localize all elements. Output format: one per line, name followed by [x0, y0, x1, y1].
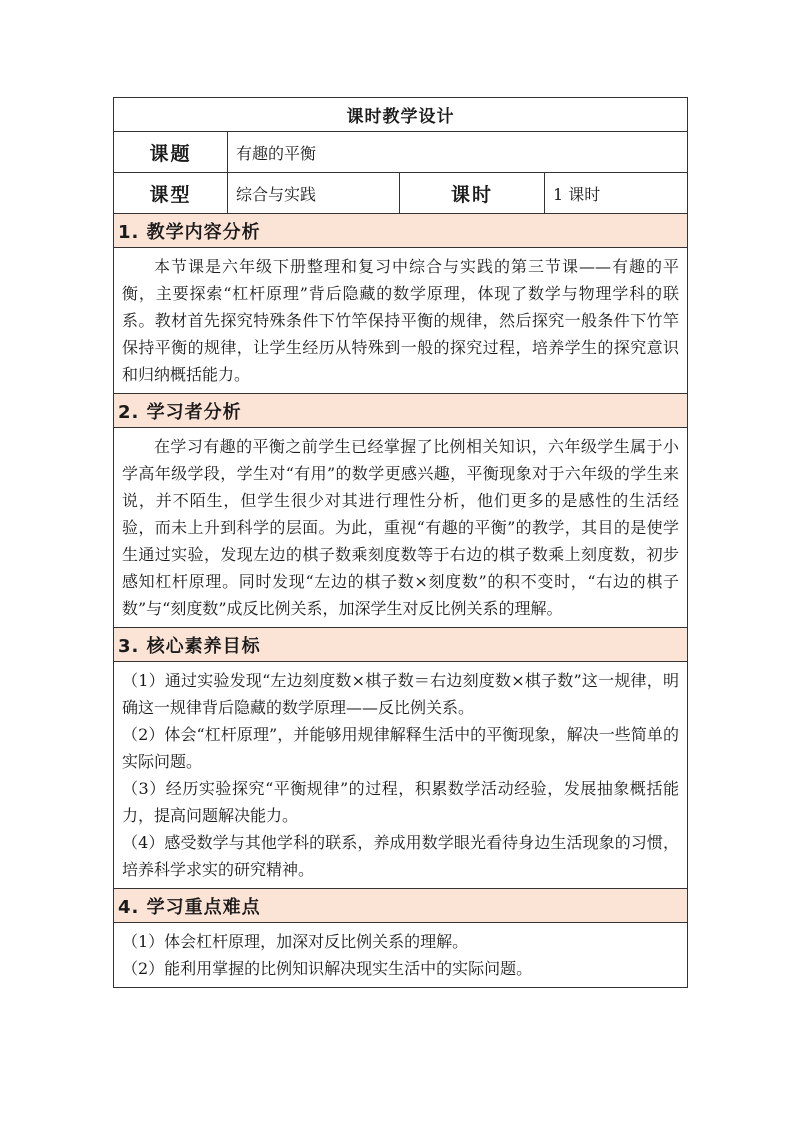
type-label: 课型 — [114, 173, 228, 214]
key-points-heading-row — [114, 889, 688, 923]
core-goals-heading-row — [114, 628, 688, 662]
lesson-design-table — [113, 97, 688, 988]
key-point-item: （2）能利用掌握的比例知识解决现实生活中的实际问题。 — [122, 959, 533, 978]
topic-value: 有趣的平衡 — [228, 132, 688, 173]
key-points-body-row — [114, 923, 688, 988]
topic-label: 课题 — [114, 132, 228, 173]
type-value: 综合与实践 — [228, 173, 400, 214]
content-analysis-body-row — [114, 248, 688, 394]
content-analysis-text: 本节课是六年级下册整理和复习中综合与实践的第三节课——有趣的平衡，主要探索“杠杆原理”背后隐藏的数学原理，体现了数学与物理学科的联系。教材首先探究特殊条件下竹竿保持平衡的规律，然后探究一般条件下竹竿保持平衡的规律，让学生经历从特殊到一般的探究过程，培养学生的探究意识和归纳概括能力。 — [122, 257, 679, 384]
learner-analysis-heading: 2. 学习者分析 — [114, 394, 688, 428]
content-analysis-body — [114, 248, 688, 394]
document-title: 课时教学设计 — [114, 98, 688, 132]
learner-analysis-body-row — [114, 428, 688, 628]
learner-analysis-body — [114, 428, 688, 628]
hours-label: 课时 — [400, 173, 545, 214]
key-points-body — [114, 923, 688, 988]
title-row — [114, 98, 688, 132]
content-analysis-heading-row — [114, 214, 688, 248]
key-points-heading: 4. 学习重点难点 — [114, 889, 688, 923]
core-goals-body — [114, 662, 688, 889]
core-goal-item: （4）感受数学与其他学科的联系，养成用数学眼光看待身边生活现象的习惯，培养科学求实的研究精神。 — [122, 833, 679, 879]
core-goal-item: （1）通过实验发现“左边刻度数×棋子数＝右边刻度数×棋子数”这一规律，明确这一规律背后隐藏的数学原理——反比例关系。 — [122, 671, 679, 717]
content-analysis-heading: 1. 教学内容分析 — [114, 214, 688, 248]
learner-analysis-heading-row — [114, 394, 688, 428]
core-goals-body-row — [114, 662, 688, 889]
core-goal-item: （2）体会“杠杆原理”，并能够用规律解释生活中的平衡现象，解决一些简单的实际问题。 — [122, 725, 679, 771]
core-goal-item: （3）经历实验探究“平衡规律”的过程，积累数学活动经验，发展抽象概括能力，提高问题解决能力。 — [122, 779, 679, 825]
key-point-item: （1）体会杠杆原理，加深对反比例关系的理解。 — [122, 932, 469, 951]
learner-analysis-text: 在学习有趣的平衡之前学生已经掌握了比例相关知识，六年级学生属于小学高年级学段，学生对“有用”的数学更感兴趣，平衡现象对于六年级的学生来说，并不陌生，但学生很少对其进行理性分析，他们更多的是感性的生活经验，而未上升到科学的层面。为此，重视“有趣的平衡”的教学，其目的是使学生通过实验，发现左边的棋子数乘刻度数等于右边的棋子数乘上刻度数，初步感知杠杆原理。同时发现“左边的棋子数×刻度数”的积不变时，“右边的棋子数”与“刻度数”成反比例关系，加深学生对反比例关系的理解。 — [122, 437, 679, 618]
core-goals-heading: 3. 核心素养目标 — [114, 628, 688, 662]
topic-row — [114, 132, 688, 173]
hours-value: 1 课时 — [545, 173, 688, 214]
type-row — [114, 173, 688, 214]
